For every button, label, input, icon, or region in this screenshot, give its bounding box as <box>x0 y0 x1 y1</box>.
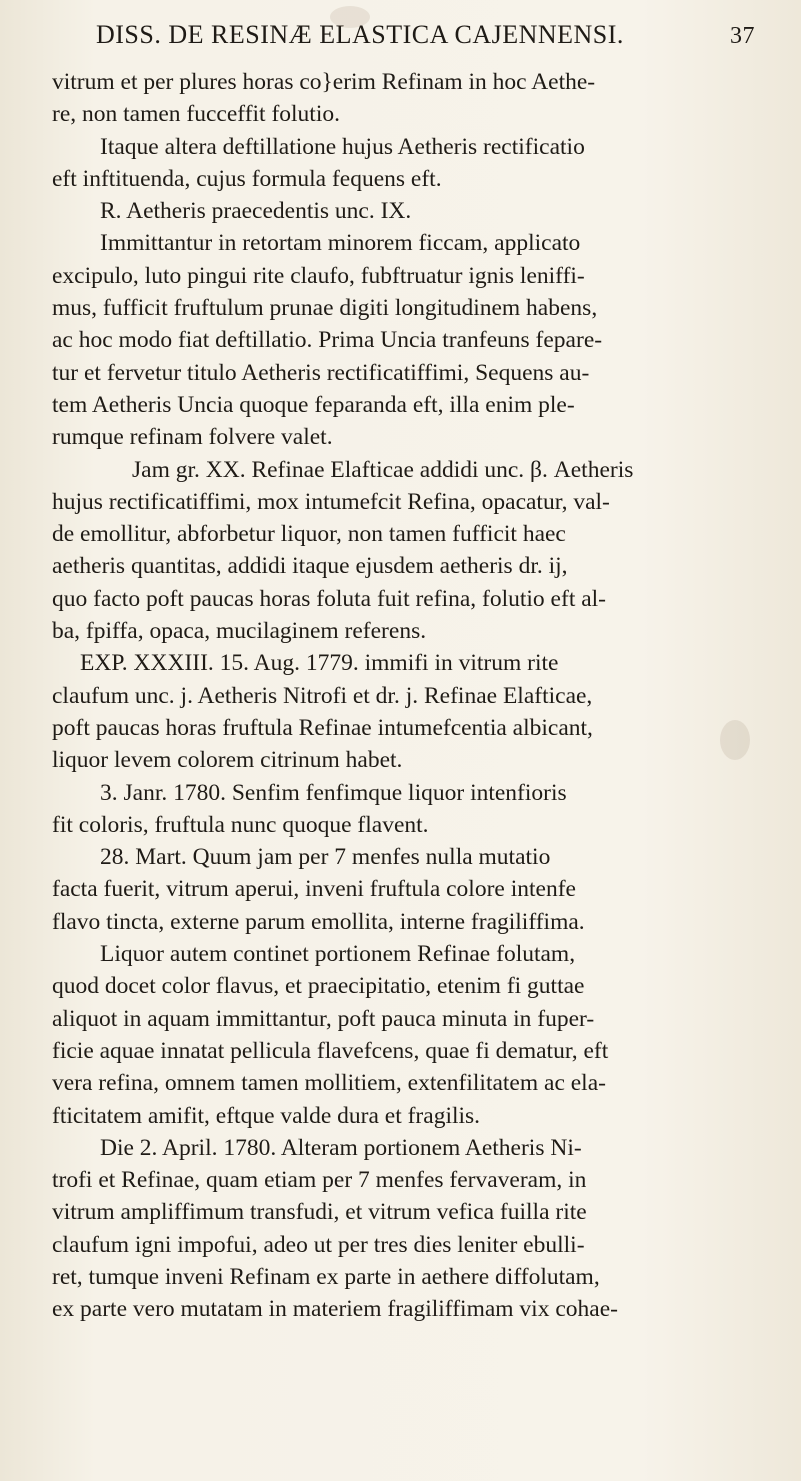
text-line: fit coloris, fruftula nunc quoque flavent. <box>52 811 429 838</box>
text-line: quod docet color flavus, et praecipitatio, etenim fi guttae <box>52 973 585 1000</box>
running-head-title: DISS. DE RESINÆ ELASTICA CAJENNENSI. <box>96 20 624 49</box>
paper-stain <box>720 720 750 760</box>
text-line: ba, fpiffa, opaca, mucilaginem referens. <box>52 618 427 645</box>
text-line: aetheris quantitas, addidi itaque ejusdem aetheris dr. ij, <box>52 553 568 580</box>
text-line: mus, fufficit fruftulum prunae digiti longitudinem habens, <box>52 295 598 322</box>
text-line: Jam gr. XX. Refinae Elafticae addidi unc. β. Aetheris <box>132 456 634 483</box>
text-line: 28. Mart. Quum jam per 7 menfes nulla mutatio <box>100 844 551 871</box>
text-line: vitrum ampliffimum transfudi, et vitrum vefica fuilla rite <box>52 1199 587 1226</box>
text-line: ex parte vero mutatam in materiem fragiliffimam vix cohae- <box>52 1296 618 1323</box>
text-line: claufum igni impofui, adeo ut per tres dies leniter ebulli- <box>52 1231 585 1258</box>
text-line: rumque refinam folvere valet. <box>52 424 333 451</box>
running-head <box>52 16 761 62</box>
text-line: R. Aetheris praecedentis unc. IX. <box>100 198 412 225</box>
text-line: Liquor autem continet portionem Refinae folutam, <box>100 941 576 968</box>
text-line: ficie aquae innatat pellicula flavefcens, quae fi dematur, eft <box>52 1037 609 1064</box>
page-number: 37 <box>730 23 755 49</box>
text-line: tem Aetheris Uncia quoque feparanda eft, illa enim ple- <box>52 391 575 418</box>
text-line: ac hoc modo fiat deftillatio. Prima Uncia tranfeuns fepare- <box>52 327 603 354</box>
text-line: 3. Janr. 1780. Senfim fenfimque liquor intenfioris <box>100 779 567 806</box>
text-line: fticitatem amifit, eftque valde dura et fragilis. <box>52 1102 481 1129</box>
text-line: tur et fervetur titulo Aetheris rectificatiffimi, Sequens au- <box>52 359 590 386</box>
text-line: re, non tamen fucceffit folutio. <box>52 101 340 128</box>
text-line: Die 2. April. 1780. Alteram portionem Aetheris Ni- <box>100 1134 582 1161</box>
text-line: claufum unc. j. Aetheris Nitrofi et dr. j. Refinae Elafticae, <box>52 682 593 709</box>
paper-stain <box>330 6 370 28</box>
text-line: quo facto poft paucas horas foluta fuit refina, folutio eft al- <box>52 585 607 612</box>
text-line: liquor levem colorem citrinum habet. <box>52 747 403 774</box>
text-line: hujus rectificatiffimi, mox intumefcit Refina, opacatur, val- <box>52 488 610 515</box>
text-line: vitrum et per plures horas co}erim Refinam in hoc Aethe- <box>52 69 596 95</box>
text-line: excipulo, luto pingui rite claufo, fubftruatur ignis leniffi- <box>52 262 585 289</box>
text-line: facta fuerit, vitrum aperui, inveni fruftula colore intenfe <box>52 876 576 903</box>
text-line: trofi et Refinae, quam etiam per 7 menfes fervaveram, in <box>52 1167 587 1194</box>
text-line: de emollitur, abforbetur liquor, non tamen fufficit haec <box>52 521 566 548</box>
text-line: poft paucas horas fruftula Refinae intumefcentia albicant, <box>52 714 593 741</box>
text-line: aliquot in aquam immittantur, poft pauca minuta in fuper- <box>52 1005 595 1032</box>
text-line: Itaque altera deftillatione hujus Aetheris rectificatio <box>100 133 585 160</box>
body-text <box>52 66 761 1326</box>
text-line: flavo tincta, externe parum emollita, interne fragiliffima. <box>52 908 585 935</box>
text-line: eft inftituenda, cujus formula fequens eft. <box>52 165 442 192</box>
text-line: EXP. XXXIII. 15. Aug. 1779. immifi in vitrum rite <box>80 650 559 677</box>
text-line: vera refina, omnem tamen mollitiem, extenfilitatem ac ela- <box>52 1070 606 1097</box>
text-line: ret, tumque inveni Refinam ex parte in aethere diffolutam, <box>52 1263 600 1290</box>
text-line: Immittantur in retortam minorem ficcam, applicato <box>100 230 581 257</box>
